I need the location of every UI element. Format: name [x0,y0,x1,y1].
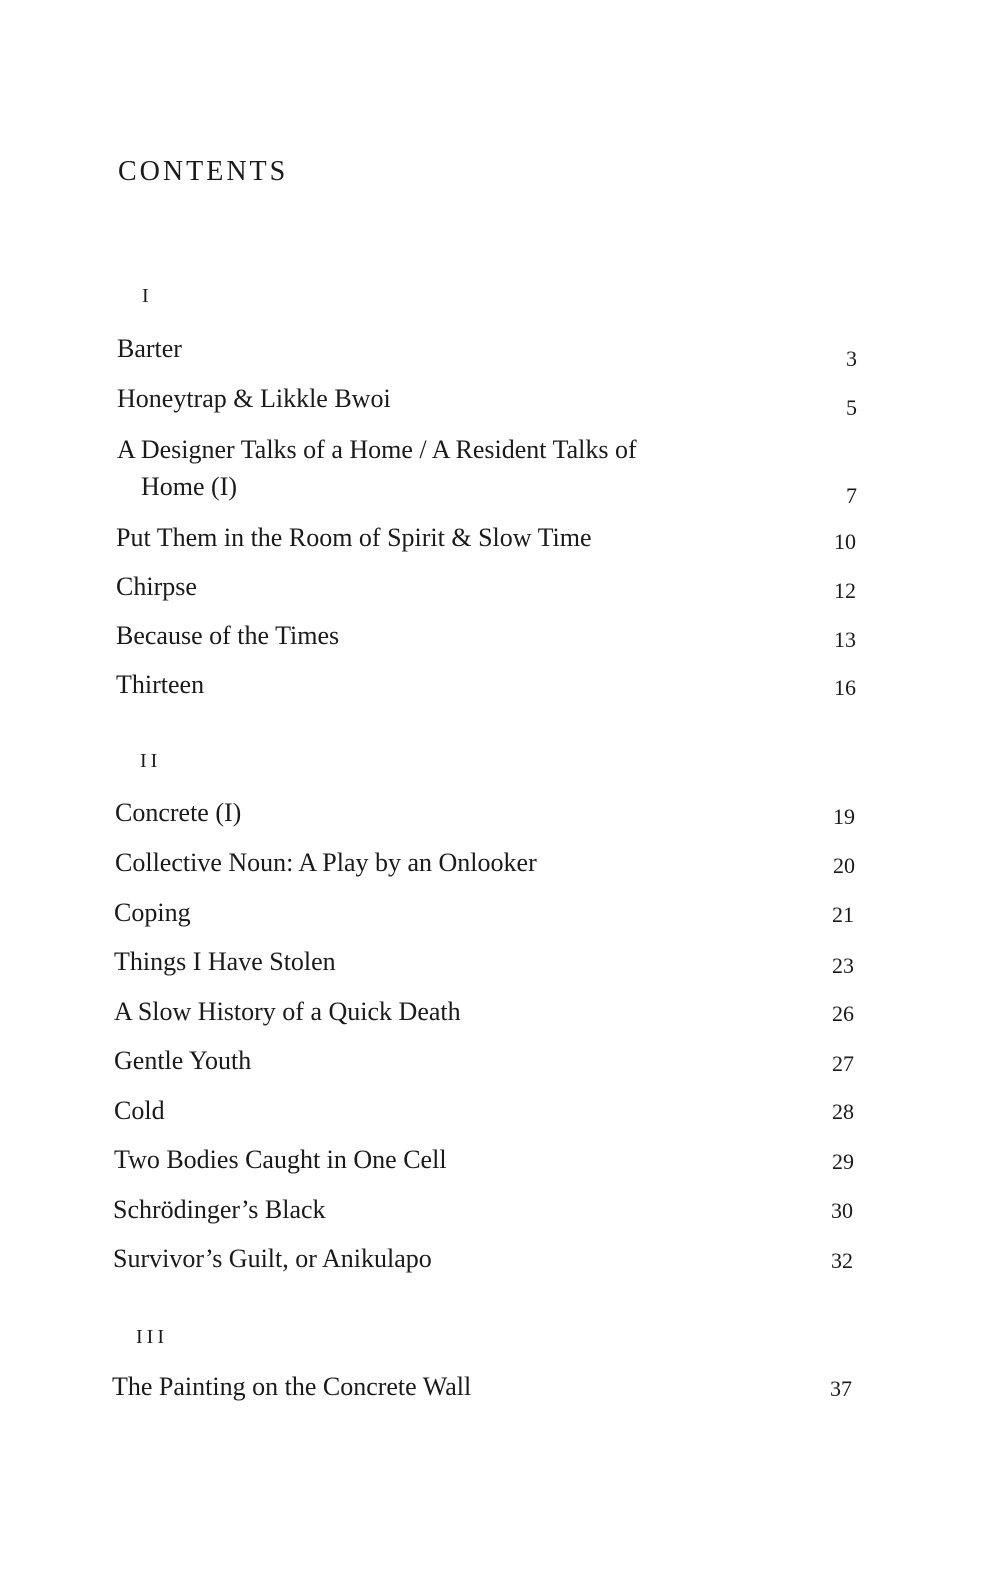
toc-entry-title: Concrete (I) [115,798,242,827]
toc-entry-page: 12 [834,578,856,603]
toc-entry-page: 10 [834,529,856,554]
toc-entry-title: Things I Have Stolen [114,947,336,976]
toc-entry-title: Collective Noun: A Play by an Onlooker [115,848,537,877]
toc-entry-page: 5 [846,395,857,420]
toc-entry-title: Honeytrap & Likkle Bwoi [117,384,391,413]
toc-entry-title: Survivor’s Guilt, or Anikulapo [113,1244,432,1273]
toc-entry-title: Thirteen [116,670,205,699]
page-title: CONTENTS [118,156,289,187]
toc-entry-page: 16 [834,675,856,700]
toc-entry-title-line2: Home (I) [141,472,238,501]
toc-entry-title: Gentle Youth [114,1046,252,1075]
toc-entry-page: 29 [832,1149,854,1174]
toc-entry-page: 30 [831,1198,853,1223]
toc-entry-page: 37 [830,1376,852,1401]
toc-entry-title: Cold [114,1096,165,1125]
toc-entry-title: Chirpse [116,572,197,601]
section-label-i: I [142,285,153,307]
toc-entry-page: 21 [832,902,854,927]
toc-entry-title [117,431,717,505]
toc-entry-page: 32 [831,1248,853,1273]
toc-entry-page: 26 [832,1001,854,1026]
toc-entry-page: 28 [832,1099,854,1124]
toc-entry-title-line1: A Designer Talks of a Home / A Resident Talks of [117,435,637,464]
toc-entry-title: Two Bodies Caught in One Cell [114,1145,447,1174]
toc-entry-title: Because of the Times [116,621,340,650]
toc-entry-title: Put Them in the Room of Spirit & Slow Time [116,523,592,552]
toc-entry-page: 27 [832,1051,854,1076]
toc-entry-page: 13 [834,627,856,652]
toc-entry-title: A Slow History of a Quick Death [114,997,461,1026]
toc-entry-title: The Painting on the Concrete Wall [112,1372,472,1401]
toc-entry-page: 23 [832,953,854,978]
toc-entry-page: 3 [846,346,857,371]
toc-entry-title: Schrödinger’s Black [113,1195,326,1224]
toc-entry-title: Barter [117,334,182,363]
toc-entry-title: Coping [114,898,191,927]
toc-entry-page: 19 [833,804,855,829]
toc-entry-page: 7 [846,483,857,508]
section-label-iii: III [136,1326,168,1348]
section-label-ii: II [140,750,162,772]
toc-entry-page: 20 [833,853,855,878]
